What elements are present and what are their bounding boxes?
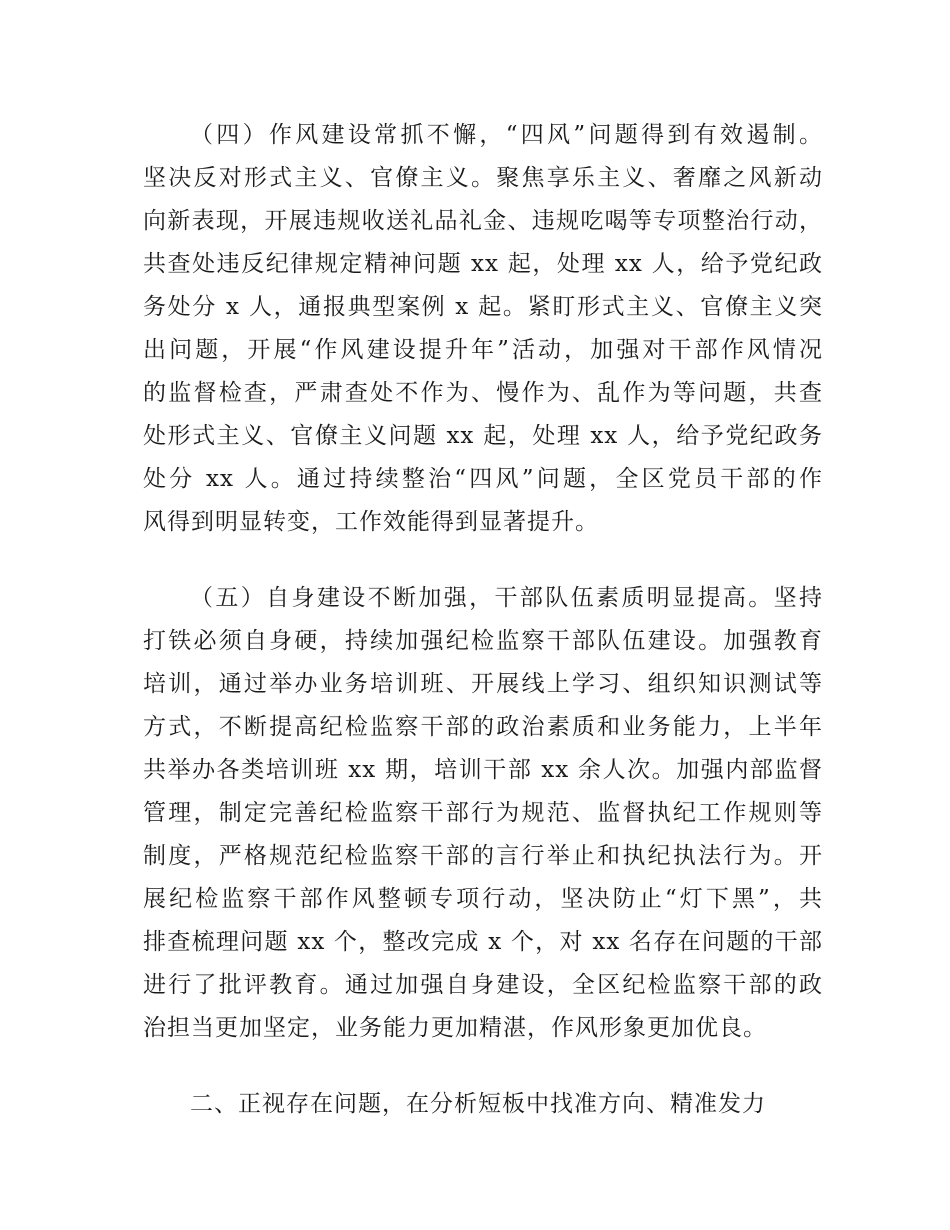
paragraph-line: 进行了批评教育。通过加强自身建设，全区纪检监察干部的政 xyxy=(143,972,823,998)
paragraph-line: 展纪检监察干部作风整顿专项行动，坚决防止“灯下黑”，共 xyxy=(143,886,823,912)
paragraph-line: （四）作风建设常抓不懈，“四风”问题得到有效遏制。 xyxy=(190,122,823,148)
paragraph-line: 共查处违反纪律规定精神问题 xx 起，处理 xx 人，给予党纪政 xyxy=(143,251,823,277)
paragraph-line: 制度，严格规范纪检监察干部的言行举止和执纪执法行为。开 xyxy=(143,843,823,869)
paragraph-line: 共举办各类培训班 xx 期，培训干部 xx 余人次。加强内部监督 xyxy=(143,757,823,783)
paragraph-line: 治担当更加坚定，业务能力更加精湛，作风形象更加优良。 xyxy=(143,1015,767,1041)
paragraph-line: 培训，通过举办业务培训班、开展线上学习、组织知识测试等 xyxy=(143,671,823,697)
paragraph-line: 处形式主义、官僚主义问题 xx 起，处理 xx 人，给予党纪政务 xyxy=(143,423,823,449)
paragraph-line: 的监督检查，严肃查处不作为、慢作为、乱作为等问题，共查 xyxy=(143,380,823,406)
paragraph-line: 排查梳理问题 xx 个，整改完成 x 个，对 xx 名存在问题的干部 xyxy=(143,929,823,955)
paragraph-line: 风得到明显转变，工作效能得到显著提升。 xyxy=(143,509,599,535)
section-heading-text: 二、正视存在问题，在分析短板中找准方向、精准发力 xyxy=(190,1091,766,1117)
paragraph-line: 坚决反对形式主义、官僚主义。聚焦享乐主义、奢靡之风新动 xyxy=(143,165,823,191)
paragraph-line: 管理，制定完善纪检监察干部行为规范、监督执纪工作规则等 xyxy=(143,800,823,826)
paragraph-line: 出问题，开展“作风建设提升年”活动，加强对干部作风情况 xyxy=(143,337,823,363)
paragraph-line: 向新表现，开展违规收送礼品礼金、违规吃喝等专项整治行动， xyxy=(143,208,823,234)
paragraph-line: （五）自身建设不断加强，干部队伍素质明显提高。坚持 xyxy=(190,585,823,611)
paragraph-line: 打铁必须自身硬，持续加强纪检监察干部队伍建设。加强教育 xyxy=(143,628,823,654)
paragraph-line: 务处分 x 人，通报典型案例 x 起。紧盯形式主义、官僚主义突 xyxy=(143,294,823,320)
paragraph-line: 方式，不断提高纪检监察干部的政治素质和业务能力，上半年 xyxy=(143,714,823,740)
paragraph-line: 处分 xx 人。通过持续整治“四风”问题，全区党员干部的作 xyxy=(143,466,823,492)
